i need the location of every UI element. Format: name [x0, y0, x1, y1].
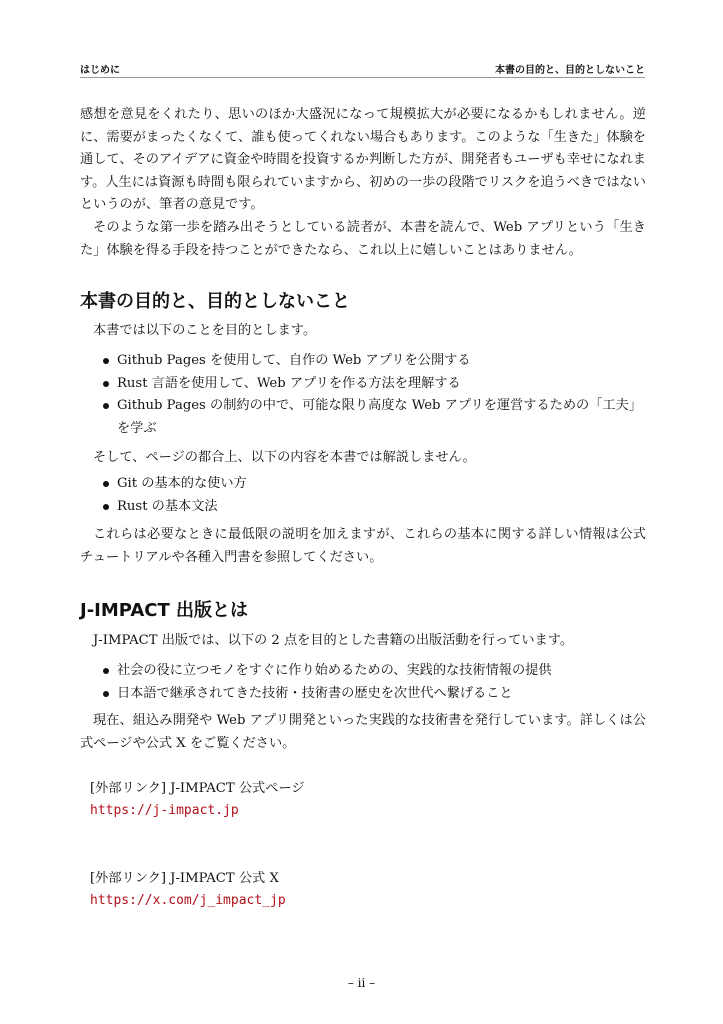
list-item [103, 683, 646, 706]
bullet-icon [103, 691, 109, 697]
link-url[interactable]: https://x.com/j_impact_jp [90, 893, 286, 908]
bullet-icon [103, 481, 109, 487]
bullet-icon [103, 403, 109, 409]
publisher-goals-list [103, 660, 646, 705]
list-item [103, 473, 646, 496]
list-item-text: 日本語で継承されてきた技術・技術書の歴史を次世代へ繋げること [117, 685, 513, 701]
page-number: – ii – [347, 976, 376, 990]
list-item-text: Git の基本的な使い方 [117, 476, 247, 491]
list-item [103, 373, 646, 396]
goals-lead: 本書では以下のことを目的とします。 [93, 323, 317, 338]
bullet-icon [103, 381, 109, 387]
external-link-website [90, 778, 305, 822]
link-label: [外部リンク] J-IMPACT 公式 X [90, 871, 279, 886]
list-item-text: Rust の基本文法 [117, 498, 218, 514]
intro-paragraph-1: 感想を意見をくれたり、思いのほか大盛況になって規模拡大が必要になるかもしれません。逆に、需要がまったくなくて、誰も使ってくれない場合もあります。このような「生きた」体験を通して、そのアイデアに資金や時間を投資するか判断した方が、開発者もユーザも幸せになれます。人生には資源も時間も限られていますから、初めの一歩の段階でリスクを追うべきではないというのが、筆者の意見です。 [80, 107, 646, 213]
publisher-lead: J-IMPACT 出版では、以下の 2 点を目的とした書籍の出版活動を行っています。 [93, 633, 574, 648]
list-item-text: Github Pages の制約の中で、可能な限り高度な Web アプリを運営するための「工夫」を学ぶ [117, 398, 642, 436]
header-chapter: はじめに [80, 65, 120, 76]
list-item [103, 395, 646, 440]
list-item [103, 660, 646, 683]
external-link-x [90, 868, 286, 912]
list-item-text: Rust 言語を使用して、Web アプリを作る方法を理解する [117, 375, 461, 391]
header-section: 本書の目的と、目的としないこと [495, 65, 645, 76]
non-goals-list [103, 473, 646, 518]
link-label: [外部リンク] J-IMPACT 公式ページ [90, 781, 305, 796]
bullet-icon [103, 358, 109, 364]
section-heading-goals: 本書の目的と、目的としないこと [80, 291, 350, 312]
bullet-icon [103, 504, 109, 510]
list-item [103, 350, 646, 373]
list-item [103, 496, 646, 519]
running-header [80, 60, 645, 78]
bullet-icon [103, 668, 109, 674]
publisher-closing: 現在、組込み開発や Web アプリ開発といった実践的な技術書を発行しています。詳しくは公式ページや公式 X をご覧ください。 [80, 713, 646, 751]
goals-list [103, 350, 646, 440]
non-goals-lead: そして、ページの都合上、以下の内容を本書では解説しません。 [93, 450, 476, 465]
section-heading-publisher: J-IMPACT 出版とは [80, 600, 249, 621]
list-item-text: Github Pages を使用して、自作の Web アプリを公開する [117, 353, 471, 368]
intro-paragraph-2: そのような第一歩を踏み出そうとしている読者が、本書を読んで、Web アプリという「生きた」体験を得る手段を持つことができたなら、これ以上に嬉しいことはありません。 [80, 220, 646, 258]
goals-closing: これらは必要なときに最低限の説明を加えますが、これらの基本に関する詳しい情報は公式チュートリアルや各種入門書を参照してください。 [80, 527, 646, 565]
link-url[interactable]: https://j-impact.jp [90, 803, 239, 818]
list-item-text: 社会の役に立つモノをすぐに作り始めるための、実践的な技術情報の提供 [117, 663, 552, 678]
